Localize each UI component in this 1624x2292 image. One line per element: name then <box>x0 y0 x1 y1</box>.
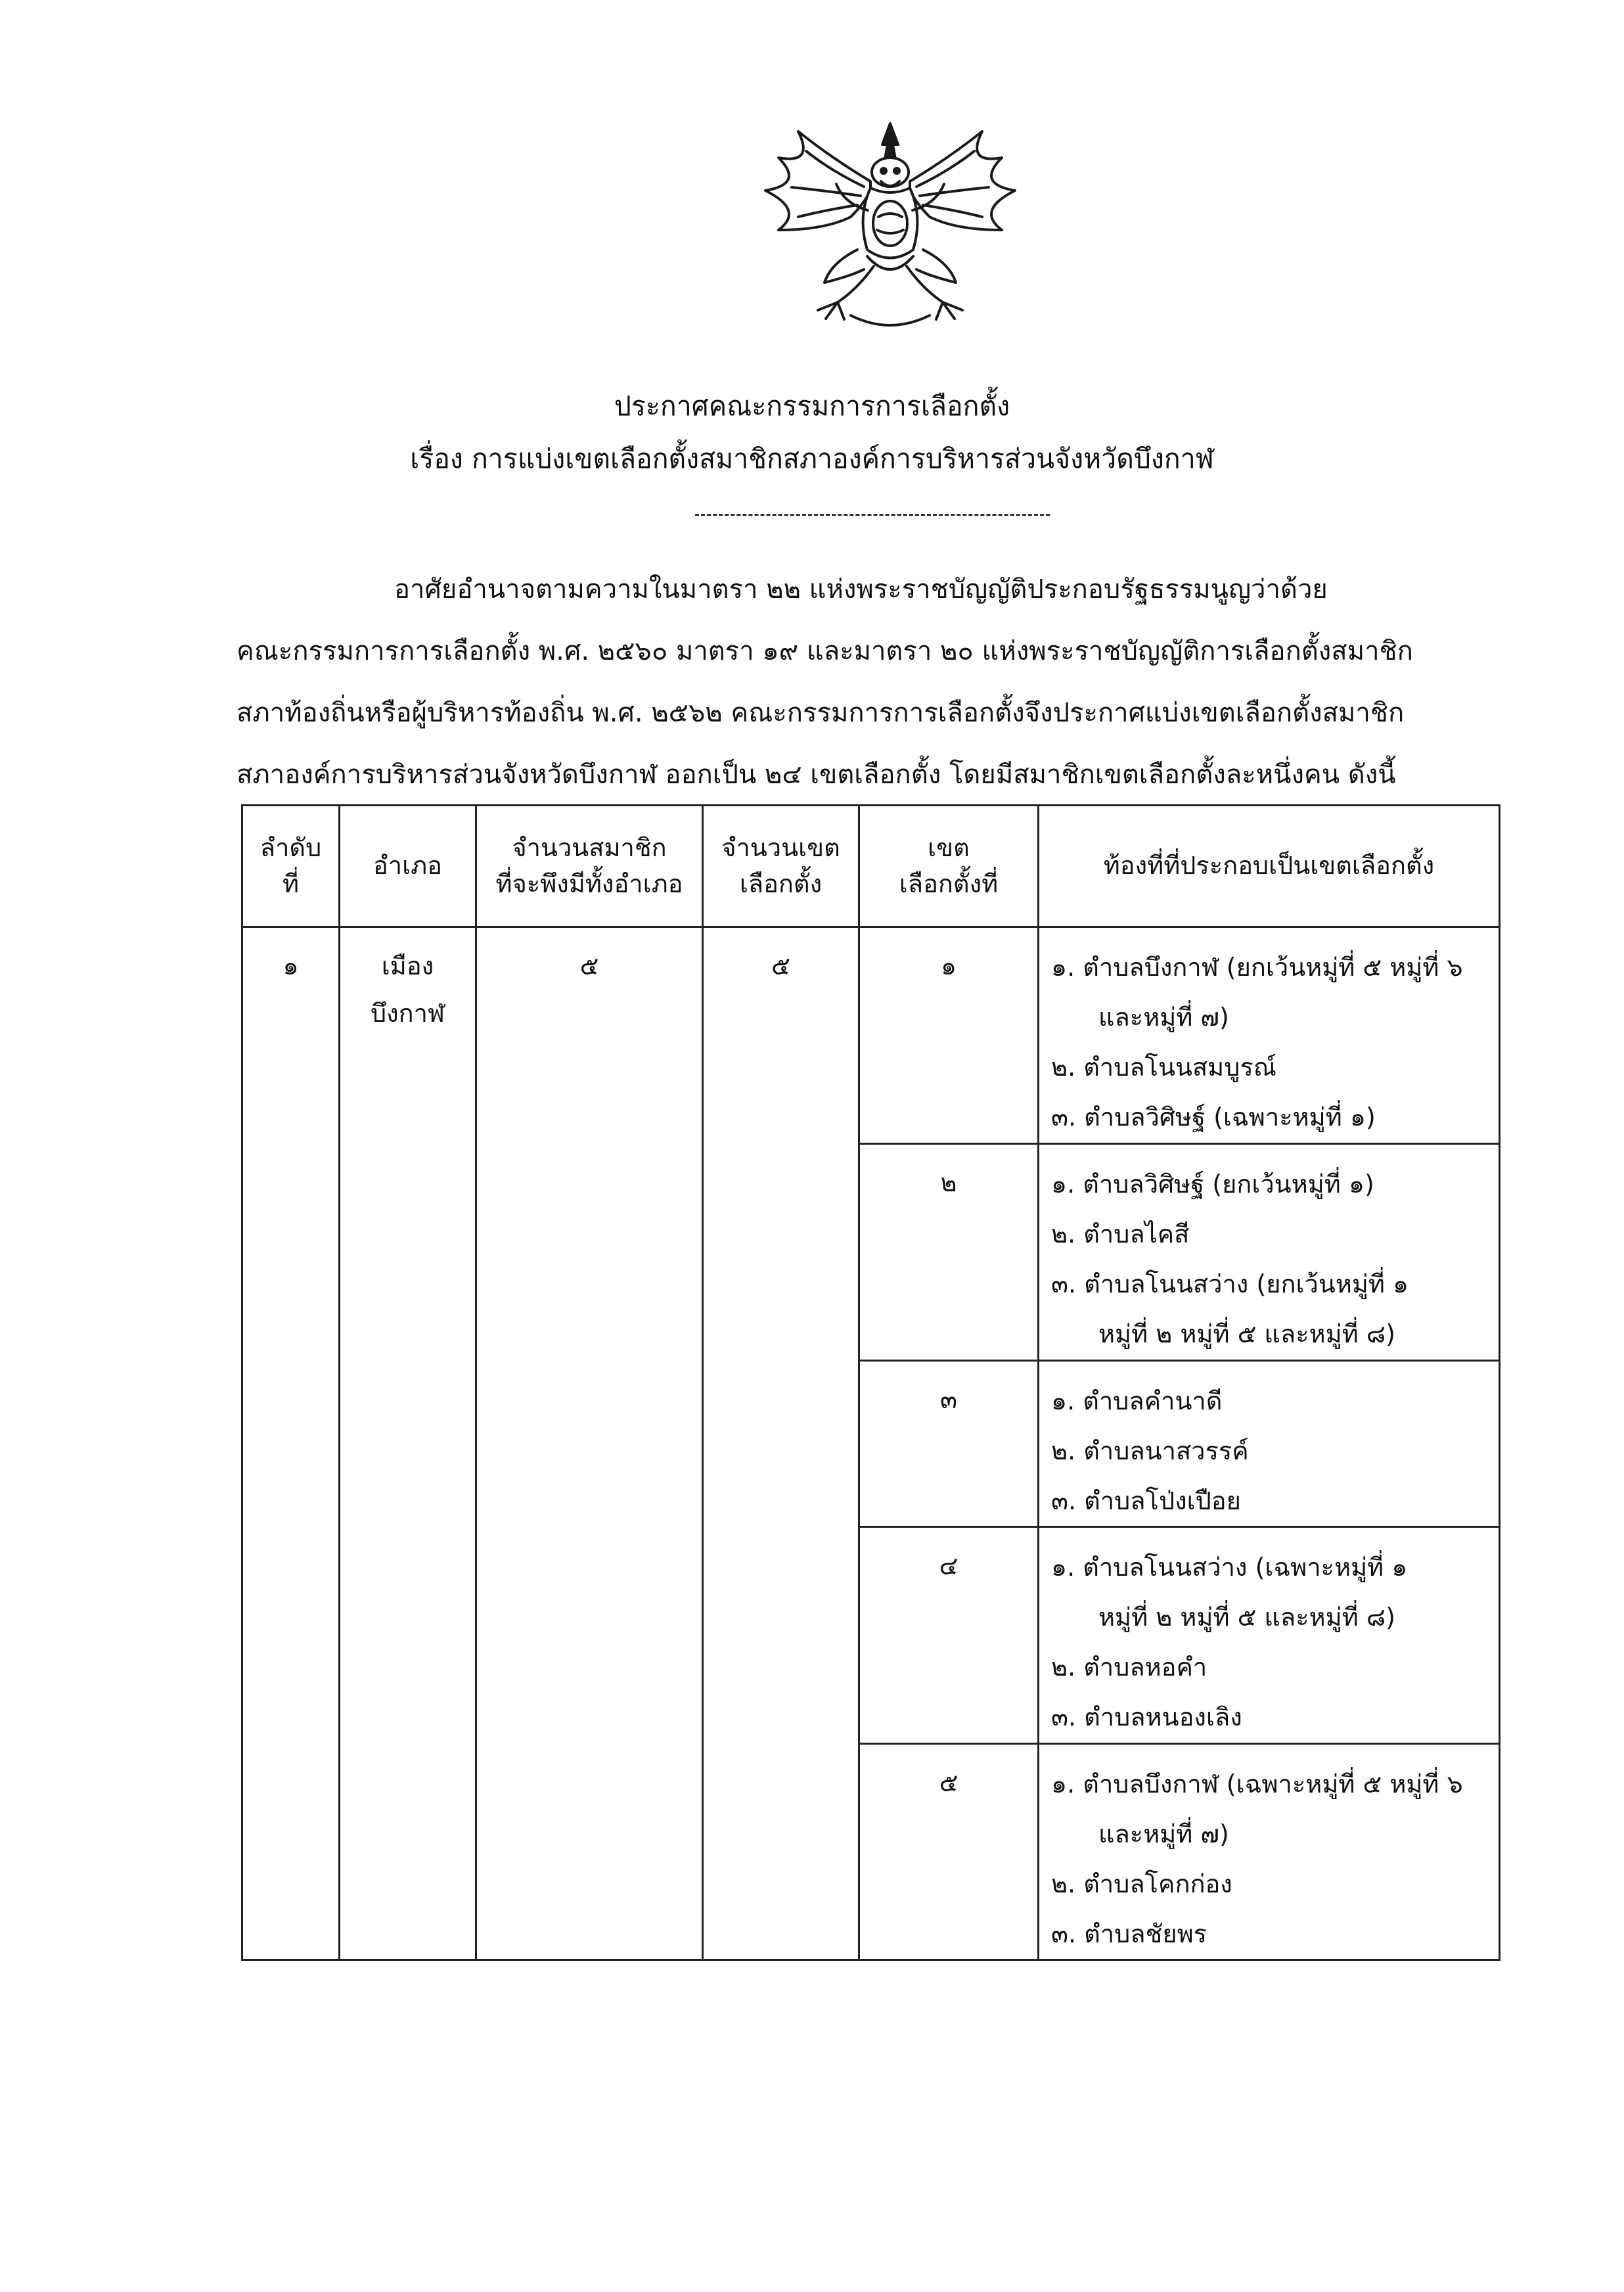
area-line: ๑. ตำบลบึงกาฬ (เฉพาะหมู่ที่ ๕ หมู่ที่ ๖ <box>1051 1770 1463 1799</box>
cell-zone-areas <box>1039 1361 1500 1527</box>
cell-zone-number: ๑ <box>859 927 1039 1144</box>
area-line: ๒. ตำบลโนนสมบูรณ์ <box>1051 1053 1277 1082</box>
area-line: และหมู่ที่ ๗) <box>1098 1820 1229 1848</box>
area-line: และหมู่ที่ ๗) <box>1098 1003 1229 1032</box>
area-line: ๓. ตำบลโป่งเปือย <box>1051 1486 1241 1515</box>
cell-zone-areas <box>1039 1527 1500 1744</box>
cell-zone-number: ๕ <box>859 1744 1039 1960</box>
area-line: ๒. ตำบลไคสี <box>1051 1220 1190 1249</box>
header-zone-count: จำนวนเขต เลือกตั้ง <box>703 806 859 927</box>
cell-zone-number: ๒ <box>859 1144 1039 1361</box>
area-line: หมู่ที่ ๒ หมู่ที่ ๕ และหมู่ที่ ๘) <box>1098 1319 1395 1348</box>
header-members: จำนวนสมาชิก ที่จะพึงมีทั้งอำเภอ <box>476 806 703 927</box>
cell-zone-areas <box>1039 1744 1500 1960</box>
area-line: ๑. ตำบลคำนาดี <box>1051 1387 1223 1415</box>
garuda-emblem-icon <box>752 118 1028 342</box>
cell-zone-areas <box>1039 1144 1500 1361</box>
area-line: ๒. ตำบลหอคำ <box>1051 1653 1207 1682</box>
header-areas: ท้องที่ที่ประกอบเป็นเขตเลือกตั้ง <box>1039 806 1500 927</box>
table-header-row <box>242 806 1500 927</box>
table-row <box>242 927 1500 1144</box>
announcement-title: ประกาศคณะกรรมการการเลือกตั้ง <box>614 390 1010 422</box>
area-line: หมู่ที่ ๒ หมู่ที่ ๕ และหมู่ที่ ๘) <box>1098 1603 1395 1632</box>
announcement-subject: เรื่อง การแบ่งเขตเลือกตั้งสมาชิกสภาองค์การบริหารส่วนจังหวัดบึงกาฬ <box>410 443 1214 474</box>
area-line: ๑. ตำบลบึงกาฬ (ยกเว้นหมู่ที่ ๕ หมู่ที่ ๖ <box>1051 953 1463 982</box>
area-line: ๑. ตำบลวิศิษฐ์ (ยกเว้นหมู่ที่ ๑) <box>1051 1170 1374 1199</box>
preamble-line: คณะกรรมการการเลือกตั้ง พ.ศ. ๒๕๖๐ มาตรา ๑๙ และมาตรา ๒๐ แห่งพระราชบัญญัติการเลือกตั้งสมาชิก <box>237 636 1413 666</box>
preamble-line: อาศัยอำนาจตามความในมาตรา ๒๒ แห่งพระราชบัญญัติประกอบรัฐธรรมนูญว่าด้วย <box>394 574 1328 605</box>
cell-zone-number: ๔ <box>859 1527 1039 1744</box>
header-order: ลำดับ ที่ <box>242 806 340 927</box>
area-line: ๓. ตำบลหนองเลิง <box>1051 1703 1242 1731</box>
area-line: ๒. ตำบลนาสวรรค์ <box>1051 1436 1249 1465</box>
area-line: ๓. ตำบลโนนสว่าง (ยกเว้นหมู่ที่ ๑ <box>1051 1270 1409 1298</box>
preamble-line: สภาองค์การบริหารส่วนจังหวัดบึงกาฬ ออกเป็น ๒๔ เขตเลือกตั้ง โดยมีสมาชิกเขตเลือกตั้งละหนึ่งคน ดังนี้ <box>237 760 1396 790</box>
cell-order: ๑ <box>242 927 340 1960</box>
header-zone: เขต เลือกตั้งที่ <box>859 806 1039 927</box>
area-line: ๓. ตำบลชัยพร <box>1051 1919 1207 1948</box>
cell-district: เมือง บึงกาฬ <box>340 927 476 1960</box>
area-line: ๓. ตำบลวิศิษฐ์ (เฉพาะหมู่ที่ ๑) <box>1051 1103 1376 1132</box>
header-district: อำเภอ <box>340 806 476 927</box>
cell-zone-number: ๓ <box>859 1361 1039 1527</box>
cell-zone-count: ๕ <box>703 927 859 1960</box>
electoral-zones-table <box>241 804 1500 1961</box>
area-line: ๑. ตำบลโนนสว่าง (เฉพาะหมู่ที่ ๑ <box>1051 1553 1408 1582</box>
title-separator <box>695 514 1050 516</box>
area-line: ๒. ตำบลโคกก่อง <box>1051 1869 1232 1898</box>
preamble-line: สภาท้องถิ่นหรือผู้บริหารท้องถิ่น พ.ศ. ๒๕๖๒ คณะกรรมการการเลือกตั้งจึงประกาศแบ่งเขตเลือกตั้งสมาชิก <box>237 698 1405 728</box>
cell-members: ๕ <box>476 927 703 1960</box>
cell-zone-areas <box>1039 927 1500 1144</box>
